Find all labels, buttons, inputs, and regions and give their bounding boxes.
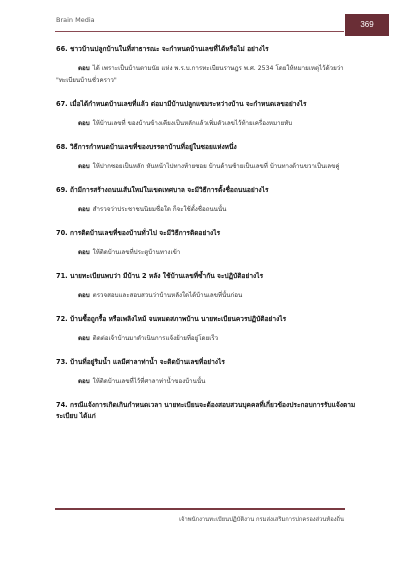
answer-label: ตอบ [78, 335, 90, 342]
answer-text: ให้บ้านเลขที่ ของบ้านข้างเคียงเป็นหลักแล้วเพิ่มตัวเลขไว้ท้ายเครื่องหมายทับ [92, 120, 293, 127]
answer-71 [56, 290, 356, 302]
question-69: 69. ถ้ามีการสร้างถนนเส้นใหม่ในเขตเทศบาล จะมีวิธีการตั้งชื่อถนนอย่างไร [56, 186, 269, 194]
answer-label: ตอบ [78, 249, 90, 256]
answer-label: ตอบ [78, 120, 90, 127]
answer-text: ให้ติดบ้านเลขที่ประตูบ้านทางเข้า [92, 249, 181, 256]
answer-text: สำรวจว่าประชาชนนิยมชื่อใด ก็จะใช้ตั้งชื่อถนนนั้น [92, 206, 227, 213]
question-70: 70. การติดบ้านเลขที่ของบ้านทั่วไป จะมีวิธีการติดอย่างไร [56, 229, 221, 237]
question-74: 74. กรณีแจ้งการเกิดเกินกำหนดเวลา นายทะเบียนจะต้องสอบสวนบุคคลที่เกี่ยวข้องประกอบการรับแจ้งตามระเบียบ ได้แก่ [56, 401, 356, 420]
question-68: 68. วิธีการกำหนดบ้านเลขที่ของบรรดาบ้านที่อยู่ในซอยแห่งหนึ่ง [56, 143, 237, 151]
qa-list [56, 44, 356, 430]
answer-66 [56, 63, 356, 87]
answer-69 [56, 204, 356, 216]
answer-70 [56, 247, 356, 259]
question-73: 73. บ้านที่อยู่ริมน้ำ แลมีศาลาท่าน้ำ จะติดบ้านเลขที่อย่างไร [56, 358, 225, 366]
page-number-badge: 369 [345, 14, 389, 36]
answer-label: ตอบ [78, 292, 90, 299]
answer-72 [56, 333, 356, 345]
footer-rule [55, 508, 345, 510]
answer-text: ให้ปากซอยเป็นหลัก หันหน้าไปทางท้ายซอย บ้านด้านซ้ายเป็นเลขที่ บ้านทางด้านขวาเป็นเลขคู่ [92, 163, 340, 170]
answer-67 [56, 118, 356, 130]
answer-text: ติดต่อเจ้าบ้านมาดำเนินการแจ้งย้ายที่อยู่โดยเร็ว [92, 335, 219, 342]
answer-label: ตอบ [78, 378, 90, 385]
running-header: Brain Media [56, 16, 95, 24]
question-67: 67. เมื่อได้กำหนดบ้านเลขที่แล้ว ต่อมามีบ้านปลูกแซมระหว่างบ้าน จะกำหนดเลขอย่างไร [56, 100, 307, 108]
answer-73 [56, 376, 356, 388]
header-rule [55, 31, 344, 32]
answer-text: ให้ติดบ้านเลขที่ไว้ที่ศาลาท่าน้ำของบ้านนั้น [92, 378, 206, 385]
answer-label: ตอบ [78, 163, 90, 170]
answer-text: ได้ เพราะเป็นบ้านตามนัย แห่ง พ.ร.บ.การทะเบียนราษฎร พ.ศ. 2534 โดยให้หมายเหตุไว้ด้วยว่า "ทะเบียนบ้านชั่วคราว" [56, 65, 344, 84]
question-71: 71. นายทะเบียนพบว่า มีบ้าน 2 หลัง ใช้บ้านเลขที่ซ้ำกัน จะปฏิบัติอย่างไร [56, 272, 264, 280]
answer-label: ตอบ [78, 65, 90, 72]
question-66: 66. ชาวบ้านปลูกบ้านในที่สาธารณะ จะกำหนดบ้านเลขที่ได้หรือไม่ อย่างไร [56, 45, 269, 53]
question-72: 72. บ้านซื้อถูกรื้อ หรือเพลิงไหม้ จนหมดสภาพบ้าน นายทะเบียนควรปฏิบัติอย่างไร [56, 315, 287, 323]
answer-label: ตอบ [78, 206, 90, 213]
footer-text: เจ้าพนักงานทะเบียนปฏิบัติงาน กรมส่งเสริมการปกครองส่วนท้องถิ่น [179, 517, 344, 523]
answer-68 [56, 161, 356, 173]
answer-text: ตรวจสอบและสอบสวนว่าบ้านหลังใดได้บ้านเลขที่นั้นก่อน [92, 292, 243, 299]
